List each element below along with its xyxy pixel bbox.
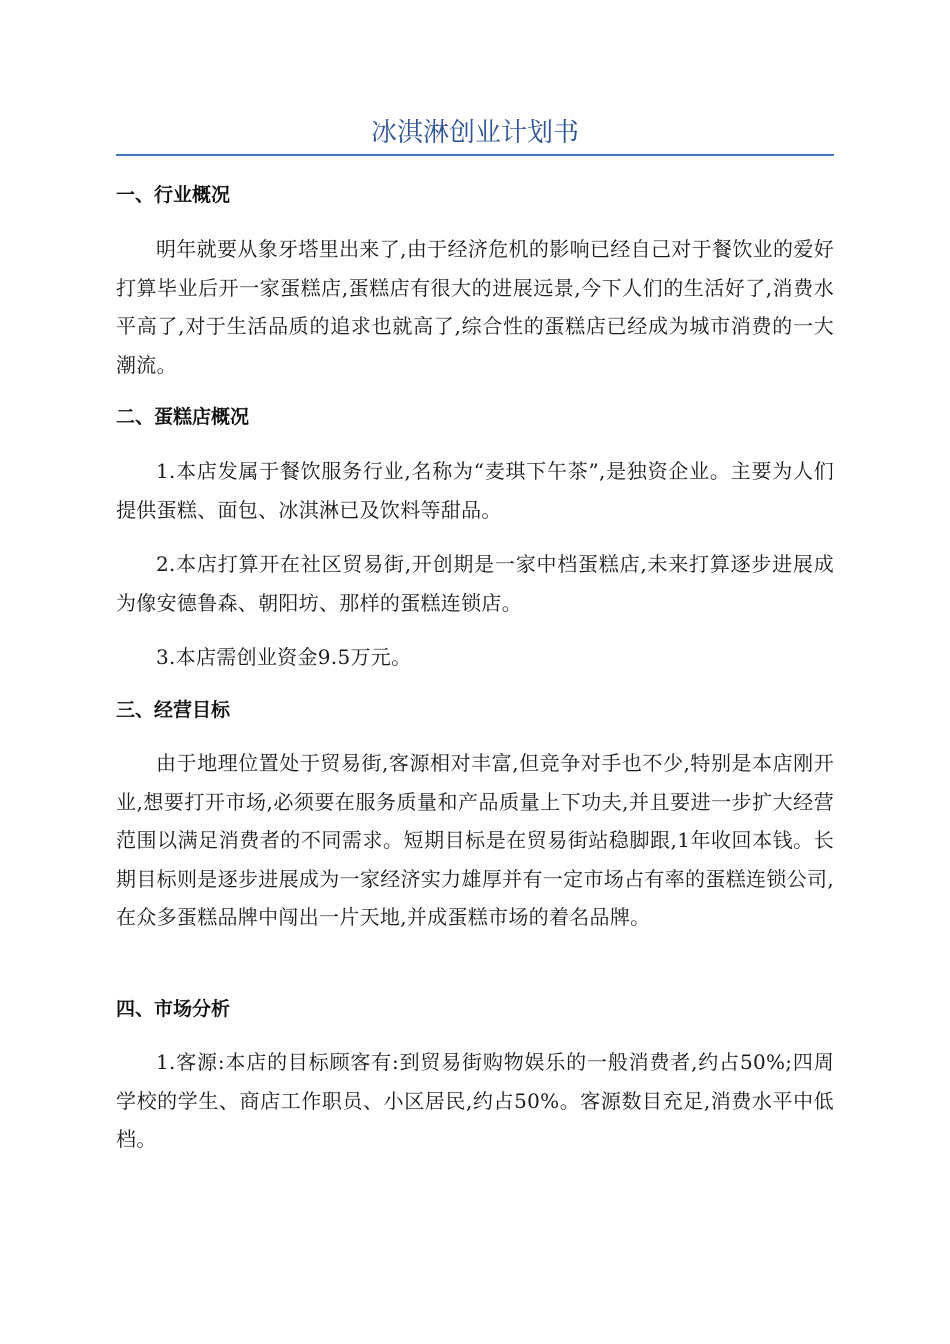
section-heading-market-analysis: 四、市场分析 [116,998,231,1020]
paragraph-shop-item-2: 2.本店打算开在社区贸易街,开创期是一家中档蛋糕店,未来打算逐步进展成为像安德鲁森、朝阳坊、那样的蛋糕连锁店。 [116,552,834,615]
paragraph-shop-item-3: 3.本店需创业资金9.5万元。 [156,645,412,669]
section-heading-business-goals: 三、经营目标 [116,699,231,721]
paragraph-industry-overview: 明年就要从象牙塔里出来了,由于经济危机的影响已经自己对于餐饮业的爱好打算毕业后开一家蛋糕店,蛋糕店有很大的进展远景,今下人们的生活好了,消费水平高了,对于生活品质的追求也就高了,综合性的蛋糕店已经成为城市消费的一大潮流。 [116,237,834,377]
section-heading-cake-shop-overview: 二、蛋糕店概况 [116,406,250,428]
document-title: 冰淇淋创业计划书 [370,118,579,148]
paragraph-shop-item-1: 1.本店发属于餐饮服务行业,名称为“麦琪下午茶”,是独资企业。主要为人们提供蛋糕、面包、冰淇淋已及饮料等甜品。 [116,459,834,522]
paragraph-business-goals: 由于地理位置处于贸易街,客源相对丰富,但竞争对手也不少,特别是本店刚开业,想要打开市场,必须要在服务质量和产品质量上下功夫,并且要进一步扩大经营范围以满足消费者的不同需求。短期目标是在贸易街站稳脚跟,1年收回本钱。长期目标则是逐步进展成为一家经济实力雄厚并有一定市场占有率的蛋糕连锁公司,在众多蛋糕品牌中闯出一片天地,并成蛋糕市场的着名品牌。 [116,751,834,929]
section-heading-industry-overview: 一、行业概况 [116,184,231,206]
paragraph-market-customers: 1.客源:本店的目标顾客有:到贸易街购物娱乐的一般消费者,约占50%;四周学校的学生、商店工作职员、小区居民,约占50%。客源数目充足,消费水平中低档。 [116,1050,834,1151]
title-underline [116,154,834,156]
